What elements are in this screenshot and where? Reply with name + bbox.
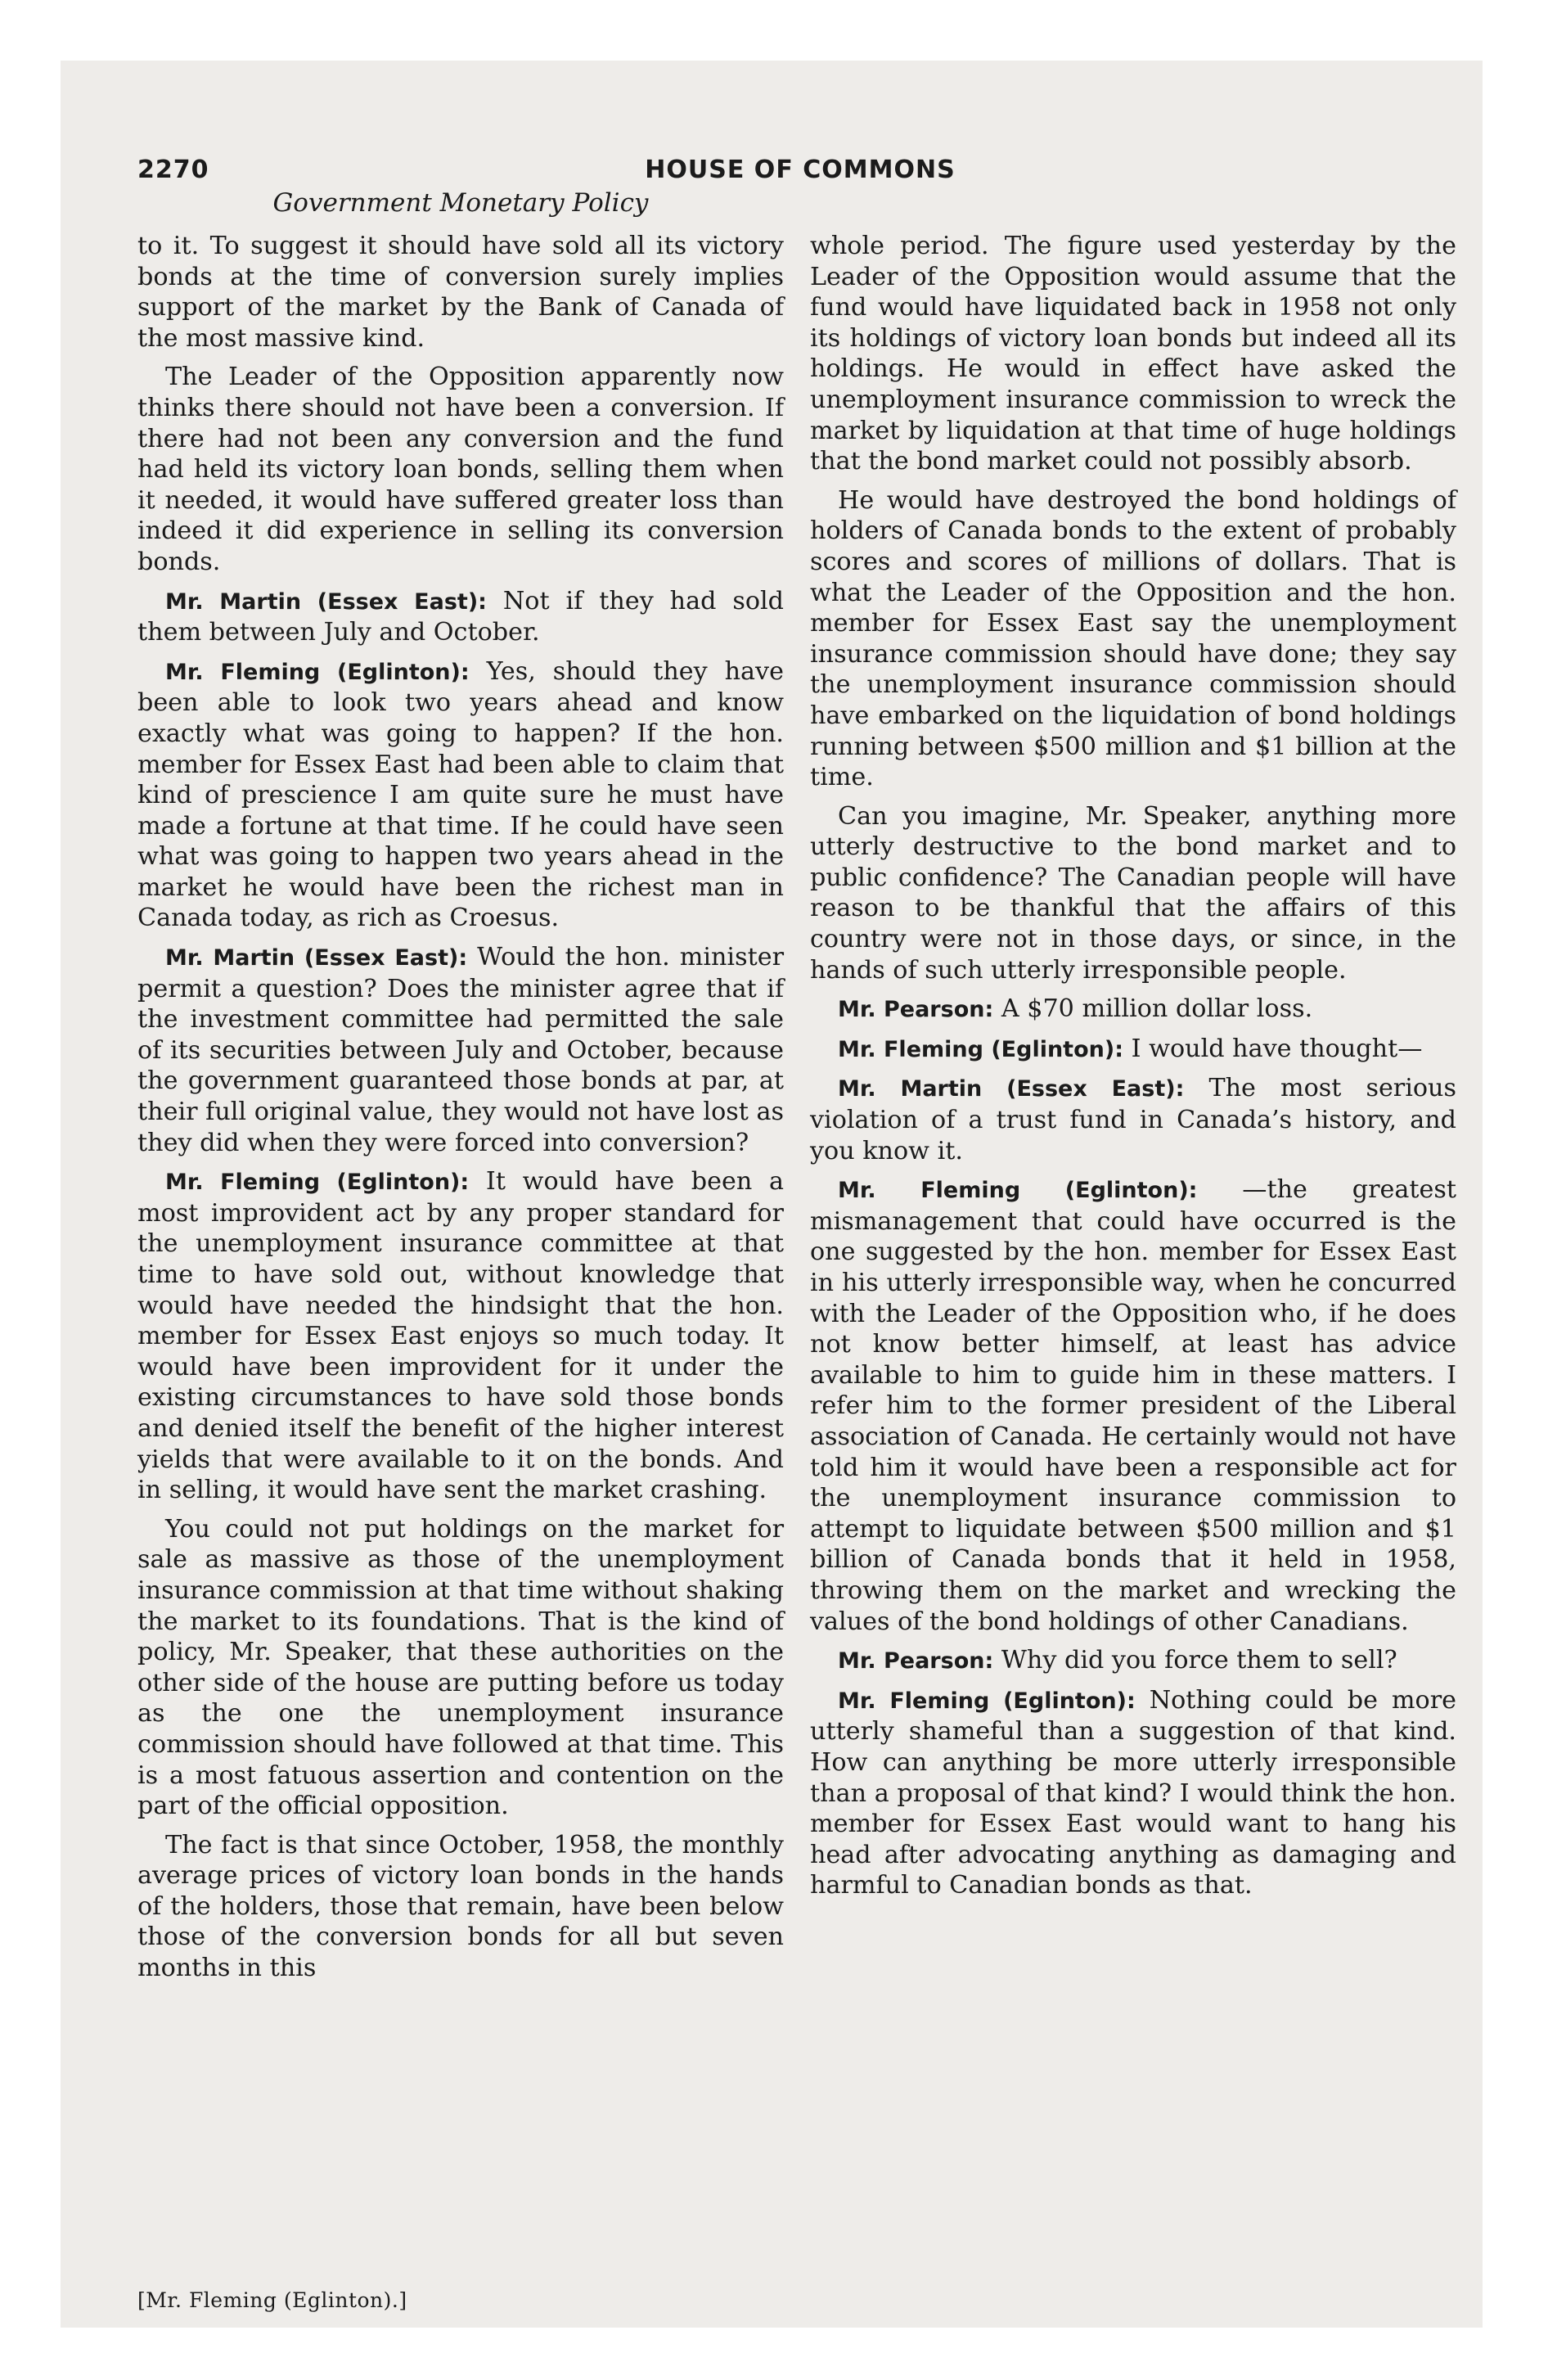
paragraph-text: Can you imagine, Mr. Speaker, anything more utterly destructive to the bond market and to public confidence? The Canadian people will have reason to be thankful that the affairs of this country were not in those days, or since, in the hands of such utterly irresponsible people. [810,801,1456,985]
paragraph [810,485,1456,793]
page-footer: [Mr. Fleming (Eglinton).] [137,2288,407,2312]
speaker-name: Mr. Fleming (Eglinton): [838,1036,1123,1062]
speaker-name: Mr. Pearson: [838,1648,994,1675]
paragraph [810,1073,1456,1166]
right-column [810,231,1456,1909]
paragraph [137,1166,784,1506]
paragraph [137,1830,784,1984]
speaker-name: Mr. Fleming (Eglinton): [838,1178,1198,1204]
paragraph-text: Yes, should they have been able to look two years ahead and know exactly what was going to happen? If the hon. member for Essex East had been able to claim that kind of prescience I am quite sure he must have made a fortune at that time. If he could have seen what was going to happen two years ahead in the market he would have been the richest man in Canada today, as rich as Croesus. [137,656,784,933]
left-column [137,231,784,1992]
paragraph-text: —the greatest mismanagement that could have occurred is the one suggested by the hon. member for Essex East in his utterly irresponsible way, when he concurred with the Leader of the Opposition who, if he does not know better himself, at least has advice available to him to guide him in these matters. I refer him to the former president of the Liberal association of Canada. He certainly would not have told him it would have been a responsible act for the unemployment insurance commission to attempt to liquidate between $500 million and $1 billion of Canada bonds that it held in 1958, throwing them on the market and wrecking the values of the bond holdings of other Canadians. [810,1175,1456,1636]
speaker-name: Mr. Fleming (Eglinton): [165,659,470,685]
paragraph [810,801,1456,986]
paragraph-text: to it. To suggest it should have sold all its victory bonds at the time of conversion surely implies support of the market by the Bank of Canada of the most massive kind. [137,232,784,353]
paragraph [137,656,784,934]
page-number: 2270 [137,156,209,184]
paragraph-text: You could not put holdings on the market for sale as massive as those of the unemployment insurance commission at that time without shaking the market to its foundations. That is the kind of policy, Mr. Speaker, that these authorities on the other side of the house are putting before us today as the one the unemployment insurance commission should have followed at that time. This is a most fatuous assertion and contention on the part of the official opposition. [137,1514,784,1821]
paragraph [810,1685,1456,1901]
paragraph-text: A $70 million dollar loss. [1001,994,1313,1024]
paragraph-text: Not if they had sold them between July and October. [137,586,784,647]
speaker-name: Mr. Pearson: [838,997,994,1023]
speaker-name: Mr. Martin (Essex East): [165,588,487,615]
speaker-name: Mr. Fleming (Eglinton): [165,1170,470,1196]
paragraph [137,231,784,354]
paragraph-text: Would the hon. minister permit a question? Does the minister agree that if the investment committee had permitted the sale of its securities between July and October, because the government guaranteed those bonds at par, at their full original value, they would not have lost as they did when they were forced into conversion? [137,943,784,1157]
paragraph [137,1514,784,1822]
paragraph-text: The Leader of the Opposition apparently now thinks there should not have been a conversion. If there had not been any conversion and the fund had held its victory loan bonds, selling them when it needed, it would have suffered greater loss than indeed it did experience in selling its conversion bonds. [137,363,784,576]
paragraph [810,1645,1456,1677]
paragraph [810,231,1456,477]
paragraph-text: He would have destroyed the bond holdings of holders of Canada bonds to the extent of probably scores and scores of millions of dollars. That is what the Leader of the Opposition and the hon. member for Essex East say the unemployment insurance commission should have done; they say the unemployment insurance commission should have embarked on the liquidation of bond holdings running between $500 million and $1 billion at the time. [810,485,1456,792]
paragraph-text: whole period. The figure used yesterday by the Leader of the Opposition would assume that the fund would have liquidated back in 1958 not only its holdings of victory loan bonds but indeed all its holdings. He would in effect have asked the unemployment insurance commission to wreck the market by liquidation at that time of huge holdings that the bond market could not possibly absorb. [810,232,1456,476]
paragraph [810,1174,1456,1637]
paragraph-text: It would have been a most improvident act by any proper standard for the unemployment insurance committee at that time to have sold out, without knowledge that would have needed the hindsight that the hon. member for Essex East enjoys so much today. It would have been improvident for it under the existing circumstances to have sold those bonds and denied itself the benefit of the higher interest yields that were available to it on the bonds. And in selling, it would have sent the market crashing. [137,1167,784,1505]
page-title: HOUSE OF COMMONS [645,156,956,184]
speaker-name: Mr. Fleming (Eglinton): [838,1688,1136,1714]
paragraph-text: The most serious violation of a trust fund in Canada’s history, and you know it. [810,1074,1456,1165]
paragraph [137,586,784,648]
paragraph [810,1034,1456,1066]
paragraph-text: The fact is that since October, 1958, the monthly average prices of victory loan bonds in the hands of the holders, those that remain, have been below those of the conversion bonds for all but seven months in this [137,1830,784,1983]
speaker-name: Mr. Martin (Essex East): [165,945,468,971]
section-heading: Government Monetary Policy [272,188,649,218]
paragraph-text: Why did you force them to sell? [1001,1646,1397,1675]
paragraph [137,942,784,1158]
paragraph [810,994,1456,1025]
paragraph-text: I would have thought— [1131,1034,1423,1063]
speaker-name: Mr. Martin (Essex East): [838,1076,1185,1102]
paragraph [137,362,784,577]
paragraph-text: Nothing could be more utterly shameful than a suggestion of that kind. How can anything be more utterly irresponsible than a proposal of that kind? I would think the hon. member for Essex East would want to hang his head after advocating anything as damaging and harmful to Canadian bonds as that. [810,1685,1456,1900]
